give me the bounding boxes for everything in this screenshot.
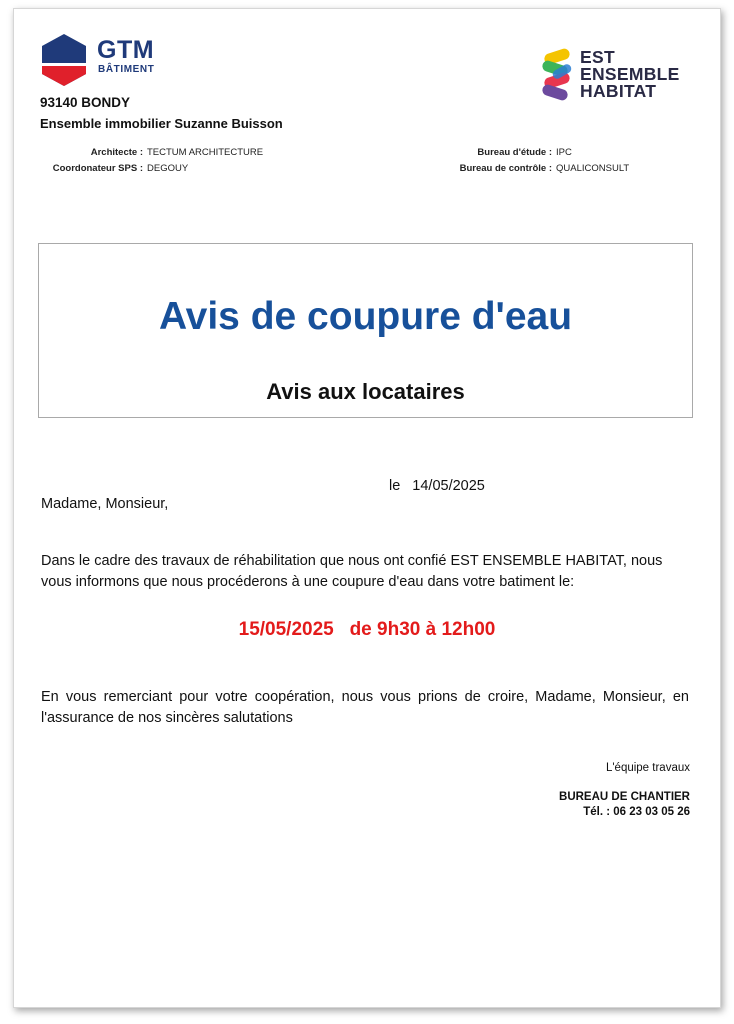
letter-date-prefix: le (389, 478, 401, 494)
notice-page (13, 8, 721, 1008)
gtm-logo-subtitle: BÂTIMENT (98, 64, 155, 75)
sps-value: DEGOUY (147, 163, 189, 174)
est-ensemble-habitat-wordmark (580, 49, 680, 100)
meta-row-architect (40, 145, 280, 161)
sps-label: Coordonateur SPS : (52, 163, 143, 174)
eeh-logo-line-1: EST (580, 47, 615, 67)
meta-row-bureau-controle (414, 161, 694, 177)
bureau-controle-label: Bureau de contrôle : (459, 163, 552, 174)
project-parties-right (414, 145, 694, 177)
notice-subtitle: Avis aux locataires (266, 379, 465, 404)
water-cut-time: de 9h30 à 12h00 (349, 619, 496, 640)
salutation: Madame, Monsieur, (41, 496, 169, 512)
water-cut-schedule (14, 619, 720, 641)
eeh-logo-line-2: ENSEMBLE (580, 64, 680, 84)
meta-row-bureau-etude (414, 145, 694, 161)
signoff: L'équipe travaux (605, 762, 690, 774)
closing-paragraph: En vous remerciant pour votre coopération, nous vous prions de croire, Madame, Monsieur, en l'assurance de nos sincères salutations (41, 689, 689, 726)
bureau-controle-value: QUALICONSULT (556, 163, 630, 174)
notice-title-box (38, 243, 693, 418)
project-parties-left (40, 145, 280, 177)
architect-value: TECTUM ARCHITECTURE (147, 147, 264, 158)
site-location: 93140 BONDY (40, 95, 131, 110)
gtm-shield-icon (40, 33, 88, 87)
site-office-phone: Tél. : 06 23 03 05 26 (583, 806, 690, 818)
gtm-logo-name: GTM (97, 36, 155, 64)
bureau-etude-label: Bureau d'étude : (477, 147, 552, 158)
gtm-batiment-logo (40, 33, 185, 91)
eeh-logo-line-3: HABITAT (580, 81, 657, 101)
meta-row-sps (40, 161, 280, 177)
est-ensemble-habitat-logo (540, 47, 700, 107)
water-cut-date: 15/05/2025 (238, 619, 334, 640)
announcement-paragraph: Dans le cadre des travaux de réhabilitation que nous ont confié EST ENSEMBLE HABITAT, nous vous informons que nous procéderons à une coupure d'eau dans votre batiment le: (41, 553, 663, 590)
site-office-name: BUREAU DE CHANTIER (559, 791, 690, 803)
letter-date-value: 14/05/2025 (412, 478, 485, 494)
project-name: Ensemble immobilier Suzanne Buisson (40, 116, 283, 131)
architect-label: Architecte : (90, 147, 143, 158)
site-office-contact (559, 790, 690, 820)
est-ensemble-habitat-mark-icon (540, 47, 574, 103)
letter-date (389, 478, 485, 494)
bureau-etude-value: IPC (556, 147, 572, 158)
notice-title: Avis de coupure d'eau (158, 295, 573, 338)
